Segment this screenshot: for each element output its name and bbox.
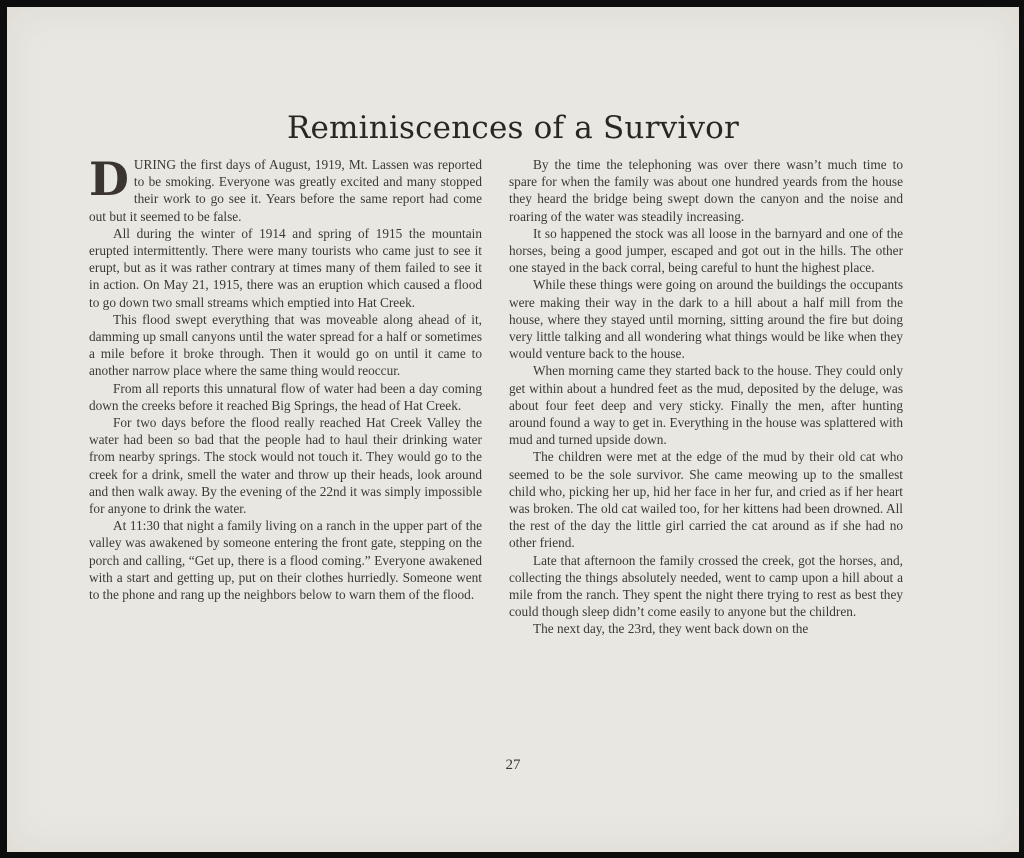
paragraph: The next day, the 23rd, they went back down on the [533,621,809,637]
paragraph: For two days before the flood really reached Hat Creek Valley the water had been so bad that the people had to haul their drinking water from nearby springs. The stock would not touch it. They would go to the creek for a drink, smell the water and throw up their heads, look around and then walk away. By the evening of the 22nd it was simply impossible for anyone to drink the water. [89,415,482,517]
left-column [89,152,482,603]
drop-cap: D [89,152,129,206]
page-number: 27 [505,757,521,773]
paragraph: At 11:30 that night a family living on a ranch in the upper part of the valley was awakened by someone entering the front gate, stepping on the porch and calling, “Get up, there is a flood coming.” Everyone awakened with a start and getting up, put on their clothes hurriedly. Someone went to the phone and rang up the neighbors below to warn them of the flood. [89,518,482,603]
paragraph: This flood swept everything that was moveable along ahead of it, damming up small canyons until the water spread for a half or sometimes a mile before it broke through. Then it would go on until it came to another narrow place where the same thing would reoccur. [89,311,482,379]
paragraph: The children were met at the edge of the mud by their old cat who seemed to be the sole survivor. She came meowing up to the smallest child who, picking her up, hid her face in her fur, and cried as if her heart was broken. The old cat wailed too, for her kittens had been drowned. All the rest of the day the little girl carried the cat around as if she had no other friend. [509,449,903,551]
book-page [7,7,1019,852]
paragraph [89,152,482,225]
paragraph: While these things were going on around the buildings the occupants were making their way in the dark to a hill about a half mill from the house, where they stayed until morning, sitting around the fire but doing very little talking and all wondering what things would be like when they would venture back to the house. [509,277,903,362]
paragraph: By the time the telephoning was over there wasn’t much time to spare for when the family was about one hundred yeards from the house they heard the bridge being swept down the canyon and the noise and roaring of the water was steadily increasing. [509,157,903,224]
right-column [509,156,903,638]
paragraph: Late that afternoon the family crossed the creek, got the horses, and, collecting the things absolutely needed, went to camp upon a hill about a mile from the ranch. They spent the night there trying to rest as best they could though sleep didn’t come easily to anyone but the children. [509,552,903,620]
paragraph: All during the winter of 1914 and spring of 1915 the mountain erupted intermittently. There were many tourists who came just to see it erupt, but as it was rather contrary at times many of them failed to see it in action. On May 21, 1915, there was an eruption which caused a flood to go down two small streams which emptied into Hat Creek. [89,225,482,310]
paragraph-text: URING the first days of August, 1919, Mt. Lassen was reported to be smoking. Everyone was greatly excited and many stopped their work to go see it. Years before the same report had come out but it seemed to be false. [89,157,482,224]
paragraph: When morning came they started back to the house. They could only get within about a hundred feet as the mud, deposited by the deluge, was about four feet deep and very sticky. Finally the men, after hunting around found a way to get in. Everything in the house was splattered with mud and turned upside down. [509,363,903,448]
page-title: Reminiscences of a Survivor [286,110,740,146]
paragraph: It so happened the stock was all loose in the barnyard and one of the horses, being a good jumper, escaped and got out in the hills. The other one stayed in the back corral, being careful to hunt the highest place. [509,225,903,276]
paragraph: From all reports this unnatural flow of water had been a day coming down the creeks before it reached Big Springs, the head of Hat Creek. [89,380,482,413]
